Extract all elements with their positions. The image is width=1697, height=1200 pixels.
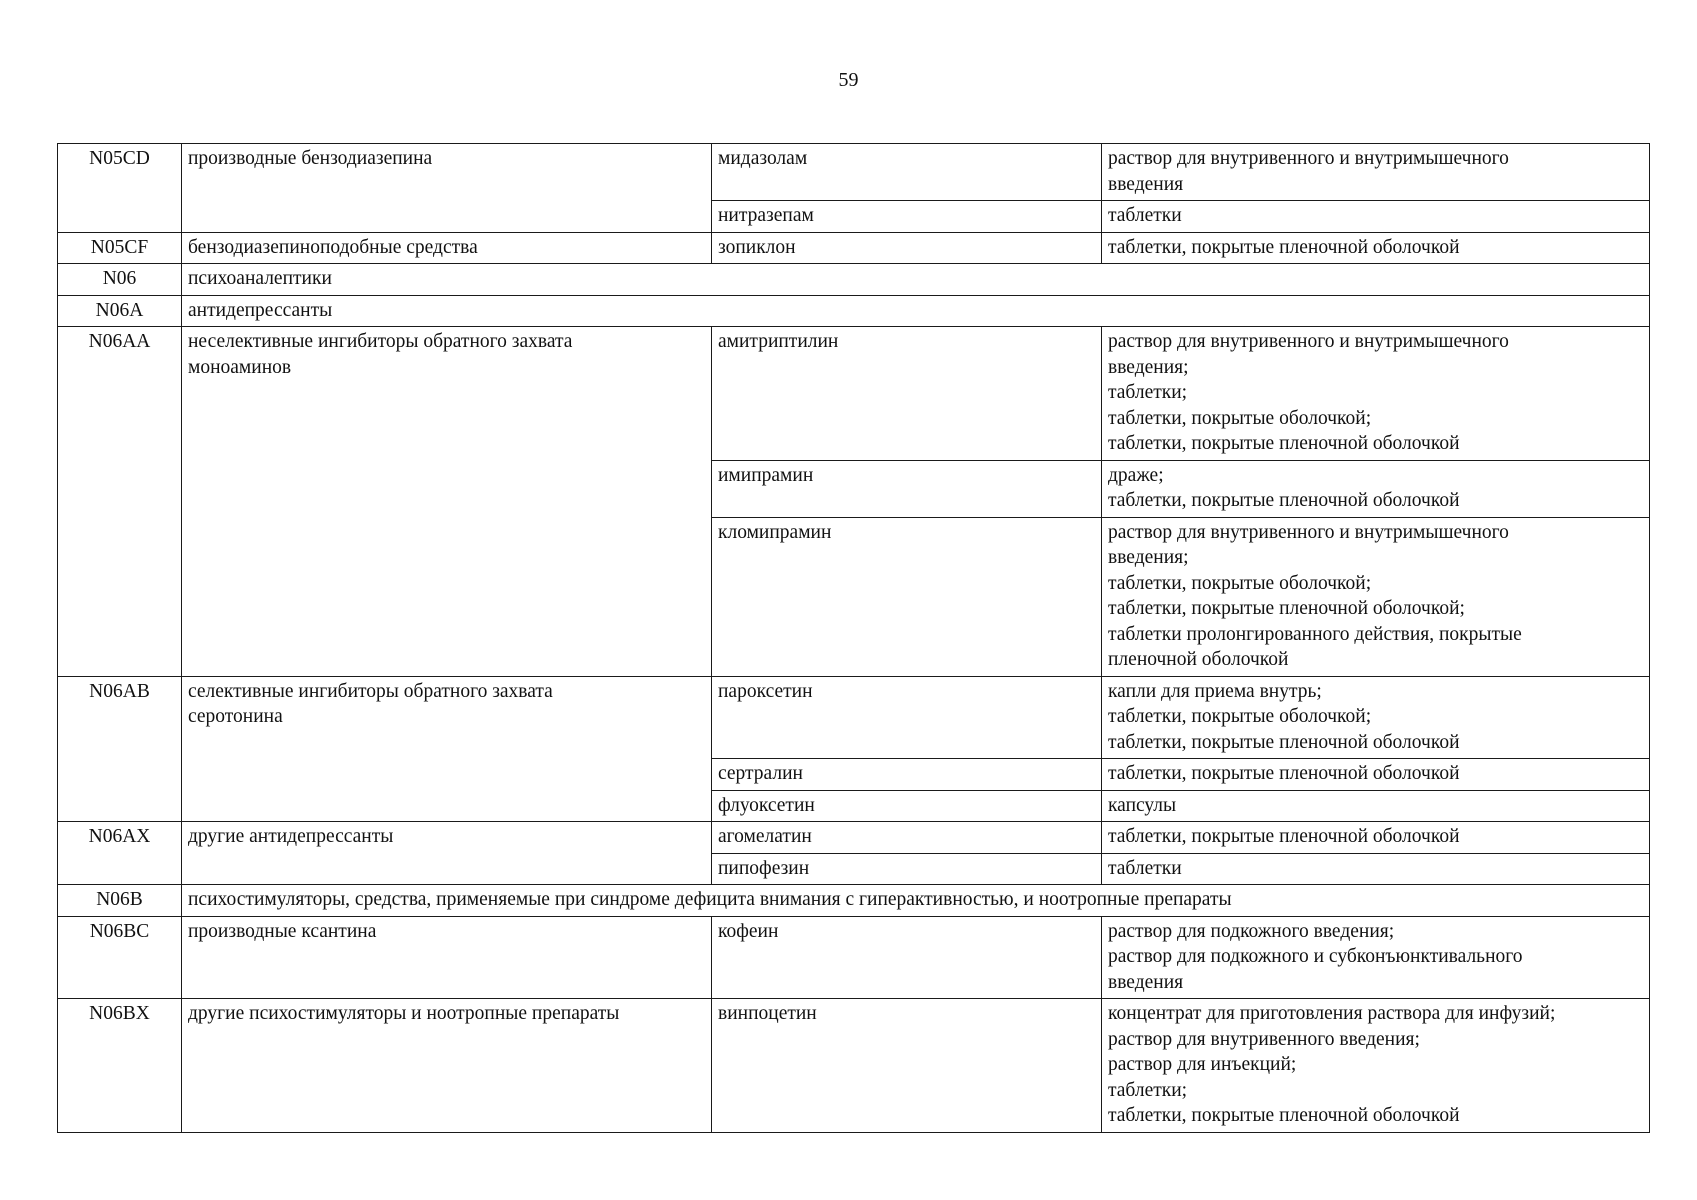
drug-name: пипофезин	[712, 853, 1102, 885]
page-number: 59	[838, 69, 859, 91]
table-row	[58, 327, 1650, 461]
drug-name: винпоцетин	[712, 999, 1102, 1133]
dosage-forms: концентрат для приготовления раствора для инфузий; раствор для внутривенного введения; раствор для инъекций; таблетки; таблетки, покрытые пленочной оболочкой	[1102, 999, 1650, 1133]
atc-code: N06AB	[58, 676, 182, 822]
atc-group-name: бензодиазепиноподобные средства	[182, 232, 712, 264]
drug-name: сертралин	[712, 759, 1102, 791]
atc-group-name: производные ксантина	[182, 916, 712, 999]
drug-name: зопиклон	[712, 232, 1102, 264]
atc-group-name: другие антидепрессанты	[182, 822, 712, 885]
atc-code: N05CD	[58, 144, 182, 233]
dosage-forms: таблетки	[1102, 201, 1650, 233]
atc-code: N06AX	[58, 822, 182, 885]
drug-name: кофеин	[712, 916, 1102, 999]
dosage-forms: раствор для внутривенного и внутримышечного введения; таблетки, покрытые оболочкой; таблетки, покрытые пленочной оболочкой; таблетки пролонгированного действия, покрытые пленочной оболочкой	[1102, 517, 1650, 676]
drug-name: имипрамин	[712, 460, 1102, 517]
drug-name: пароксетин	[712, 676, 1102, 759]
dosage-forms: таблетки, покрытые пленочной оболочкой	[1102, 822, 1650, 854]
atc-code: N06BX	[58, 999, 182, 1133]
atc-code: N06B	[58, 885, 182, 917]
drug-name: нитразепам	[712, 201, 1102, 233]
dosage-forms: капли для приема внутрь; таблетки, покрытые оболочкой; таблетки, покрытые пленочной оболочкой	[1102, 676, 1650, 759]
atc-code: N06BC	[58, 916, 182, 999]
atc-code: N06A	[58, 295, 182, 327]
dosage-forms: драже; таблетки, покрытые пленочной оболочкой	[1102, 460, 1650, 517]
dosage-forms: таблетки, покрытые пленочной оболочкой	[1102, 232, 1650, 264]
table-row	[58, 822, 1650, 854]
table-row	[58, 232, 1650, 264]
atc-group-name: неселективные ингибиторы обратного захвата моноаминов	[182, 327, 712, 677]
atc-group-name: антидепрессанты	[182, 295, 1650, 327]
atc-group-name: психостимуляторы, средства, применяемые при синдроме дефицита внимания с гиперактивностью, и ноотропные препараты	[182, 885, 1650, 917]
dosage-forms: таблетки	[1102, 853, 1650, 885]
atc-code: N06	[58, 264, 182, 296]
atc-group-name: производные бензодиазепина	[182, 144, 712, 233]
drug-name: амитриптилин	[712, 327, 1102, 461]
drug-name: флуоксетин	[712, 790, 1102, 822]
atc-code: N06AA	[58, 327, 182, 677]
dosage-forms: раствор для внутривенного и внутримышечного введения	[1102, 144, 1650, 201]
table-row	[58, 676, 1650, 759]
table-row	[58, 916, 1650, 999]
dosage-forms: таблетки, покрытые пленочной оболочкой	[1102, 759, 1650, 791]
drug-list-table	[57, 143, 1650, 1133]
dosage-forms: раствор для внутривенного и внутримышечного введения; таблетки; таблетки, покрытые оболочкой; таблетки, покрытые пленочной оболочкой	[1102, 327, 1650, 461]
table-row	[58, 999, 1650, 1133]
atc-group-name: другие психостимуляторы и ноотропные препараты	[182, 999, 712, 1133]
atc-code: N05CF	[58, 232, 182, 264]
dosage-forms: капсулы	[1102, 790, 1650, 822]
atc-group-name: психоаналептики	[182, 264, 1650, 296]
atc-group-name: селективные ингибиторы обратного захвата серотонина	[182, 676, 712, 822]
drug-name: агомелатин	[712, 822, 1102, 854]
dosage-forms: раствор для подкожного введения; раствор для подкожного и субконъюнктивального введения	[1102, 916, 1650, 999]
drug-name: кломипрамин	[712, 517, 1102, 676]
drug-name: мидазолам	[712, 144, 1102, 201]
table-row	[58, 295, 1650, 327]
table-row	[58, 264, 1650, 296]
table-row	[58, 144, 1650, 201]
table-row	[58, 885, 1650, 917]
